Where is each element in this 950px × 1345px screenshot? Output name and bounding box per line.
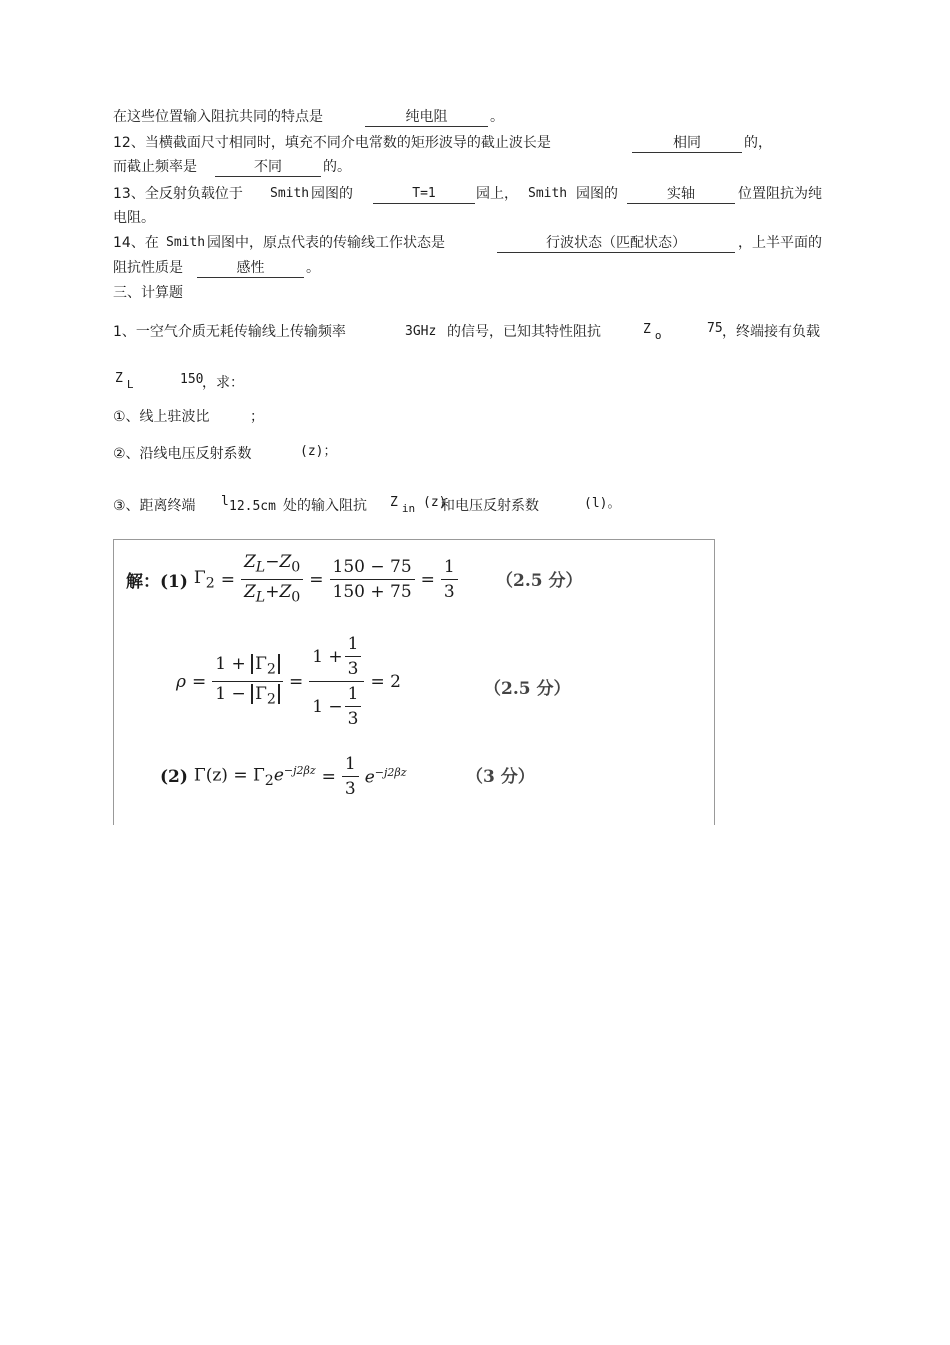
part2-label: (2) [160,766,188,787]
q13-smith1: Smith [270,186,310,201]
solution-gamma2-equation: 解：(1) $\Gamma_2$ = $\frac{Z_L-Z_0}{Z_L+Z_0}$ = $\frac{150 - 75}{150 + 75}$ = $\frac{1}{3}$ [126,550,458,610]
calc1-item3-end: (l)。 [584,496,621,511]
calc1-item2-arg: (z)； [300,444,337,459]
calc1-item3-mid2: 和电压反射系数 [441,498,539,514]
solution-box [113,539,715,825]
score-part1a: （2.5 分） [496,571,583,591]
q14-line2-prefix: 阻抗性质是 [113,260,183,276]
q14-mid: 园图中，原点代表的传输线工作状态是 [207,235,445,251]
calc1-item1: ①、线上驻波比 [113,409,210,425]
q14-answer1-blank: 行波状态（匹配状态） [497,234,735,253]
gamma2-symbol: $\Gamma_2$ [193,568,215,592]
calc1-z0: Z $_o$ [643,322,662,342]
calc1-frequency: 3GHz [405,324,437,339]
calc1-item1-end: ； [250,409,264,425]
calc1-zin: Z $_{in}$ [390,495,416,515]
q13-smith2: Smith [528,186,568,201]
q13-mid1: 园上， [476,186,518,202]
q12-mid: 的， [744,135,772,151]
q12-answer2-blank: 不同 [215,158,321,177]
q11-continuation-prefix: 在这些位置输入阻抗共同的特点是 [113,109,323,125]
calc1-item3-prefix: ③、距离终端 [113,498,196,514]
calc1-zin-arg: (z) [423,495,447,510]
gammaz-lhs: $\Gamma(z) = \Gamma_2e^{-j2\beta z}$ [193,763,316,790]
gamma2-numeric-fraction: $\frac{150 - 75}{150 + 75}$ [330,555,415,604]
q14-smith: Smith [166,235,206,250]
gammaz-fraction: $\frac{1}{3}$ [342,752,359,801]
q12-suffix: 的。 [323,159,351,175]
solution-label: 解：(1) [126,572,188,593]
q12-line2-prefix: 而截止频率是 [113,159,197,175]
calc1-item3-mid: 处的输入阻抗 [283,498,367,514]
calc1-zl-value: 150 [180,372,204,387]
q13-mid2: 园图的 [576,186,618,202]
gammaz-exponential: $e^{-j2\beta z}$ [364,765,407,788]
solution-gammaz-equation: (2) $\Gamma(z) = \Gamma_2e^{-j2\beta z}$ = $\frac{1}{3}$ $e^{-j2\beta z}$ [160,754,407,799]
score-part2: （3 分） [466,767,535,787]
q13-prefix: 13、全反射负载位于 [113,186,243,202]
rho-result: = 2 [370,671,401,692]
rho-symbol: ρ [176,671,186,692]
calc1-z0-value: 75 [707,321,723,336]
calc1-item2: ②、沿线电压反射系数 [113,446,252,462]
q11-suffix: 。 [490,109,504,125]
q13-line2: 电阻。 [113,210,155,226]
score-part1b: （2.5 分） [484,679,571,699]
q14-answer2-blank: 感性 [197,259,304,278]
calc1-mid: 的信号，已知其特性阻抗 [447,324,601,340]
section-heading: 三、计算题 [113,285,183,301]
q14-suffix: ，上半平面的 [738,235,822,251]
calc1-zl: Z $_L$ [115,371,134,391]
q14-prefix: 14、在 [113,235,159,251]
q13-answer2-blank: 实轴 [627,185,735,204]
solution-rho-equation: ρ = $\frac{1 + \Gamma_2}{1 - \Gamma_2}$ = 1 + $\frac{1}{3}$ 1 − $\frac{1}{3}$ = 2 [176,634,401,729]
q14-line2-suffix: 。 [306,260,320,276]
gamma2-result: $\frac{1}{3}$ [441,555,458,604]
rho-numeric-fraction: 1 + $\frac{1}{3}$ 1 − $\frac{1}{3}$ [309,632,364,731]
q12-answer1-blank: 相同 [632,134,742,153]
calc1-suffix: ，终端接有负载 [722,324,820,340]
gamma2-fraction: $\frac{Z_L-Z_0}{Z_L+Z_0}$ [241,550,303,610]
q12-prefix: 12、当横截面尺寸相同时，填充不同介电常数的矩形波导的截止波长是 [113,135,551,151]
rho-fraction: $\frac{1 + \Gamma_2}{1 - \Gamma_2}$ [212,652,283,712]
calc1-item3-distance: 12.5cm [229,499,276,514]
calc1-item3-l: l [221,494,229,509]
q11-answer-blank: 纯电阻 [365,108,488,127]
q13-answer1-blank: T=1 [373,185,475,204]
q13-circle-text: 园图的 [311,186,353,202]
q13-suffix: 位置阻抗为纯 [738,186,822,202]
calc1-prefix: 1、一空气介质无耗传输线上传输频率 [113,324,346,340]
calc1-zl-suffix: ，求： [202,375,244,391]
